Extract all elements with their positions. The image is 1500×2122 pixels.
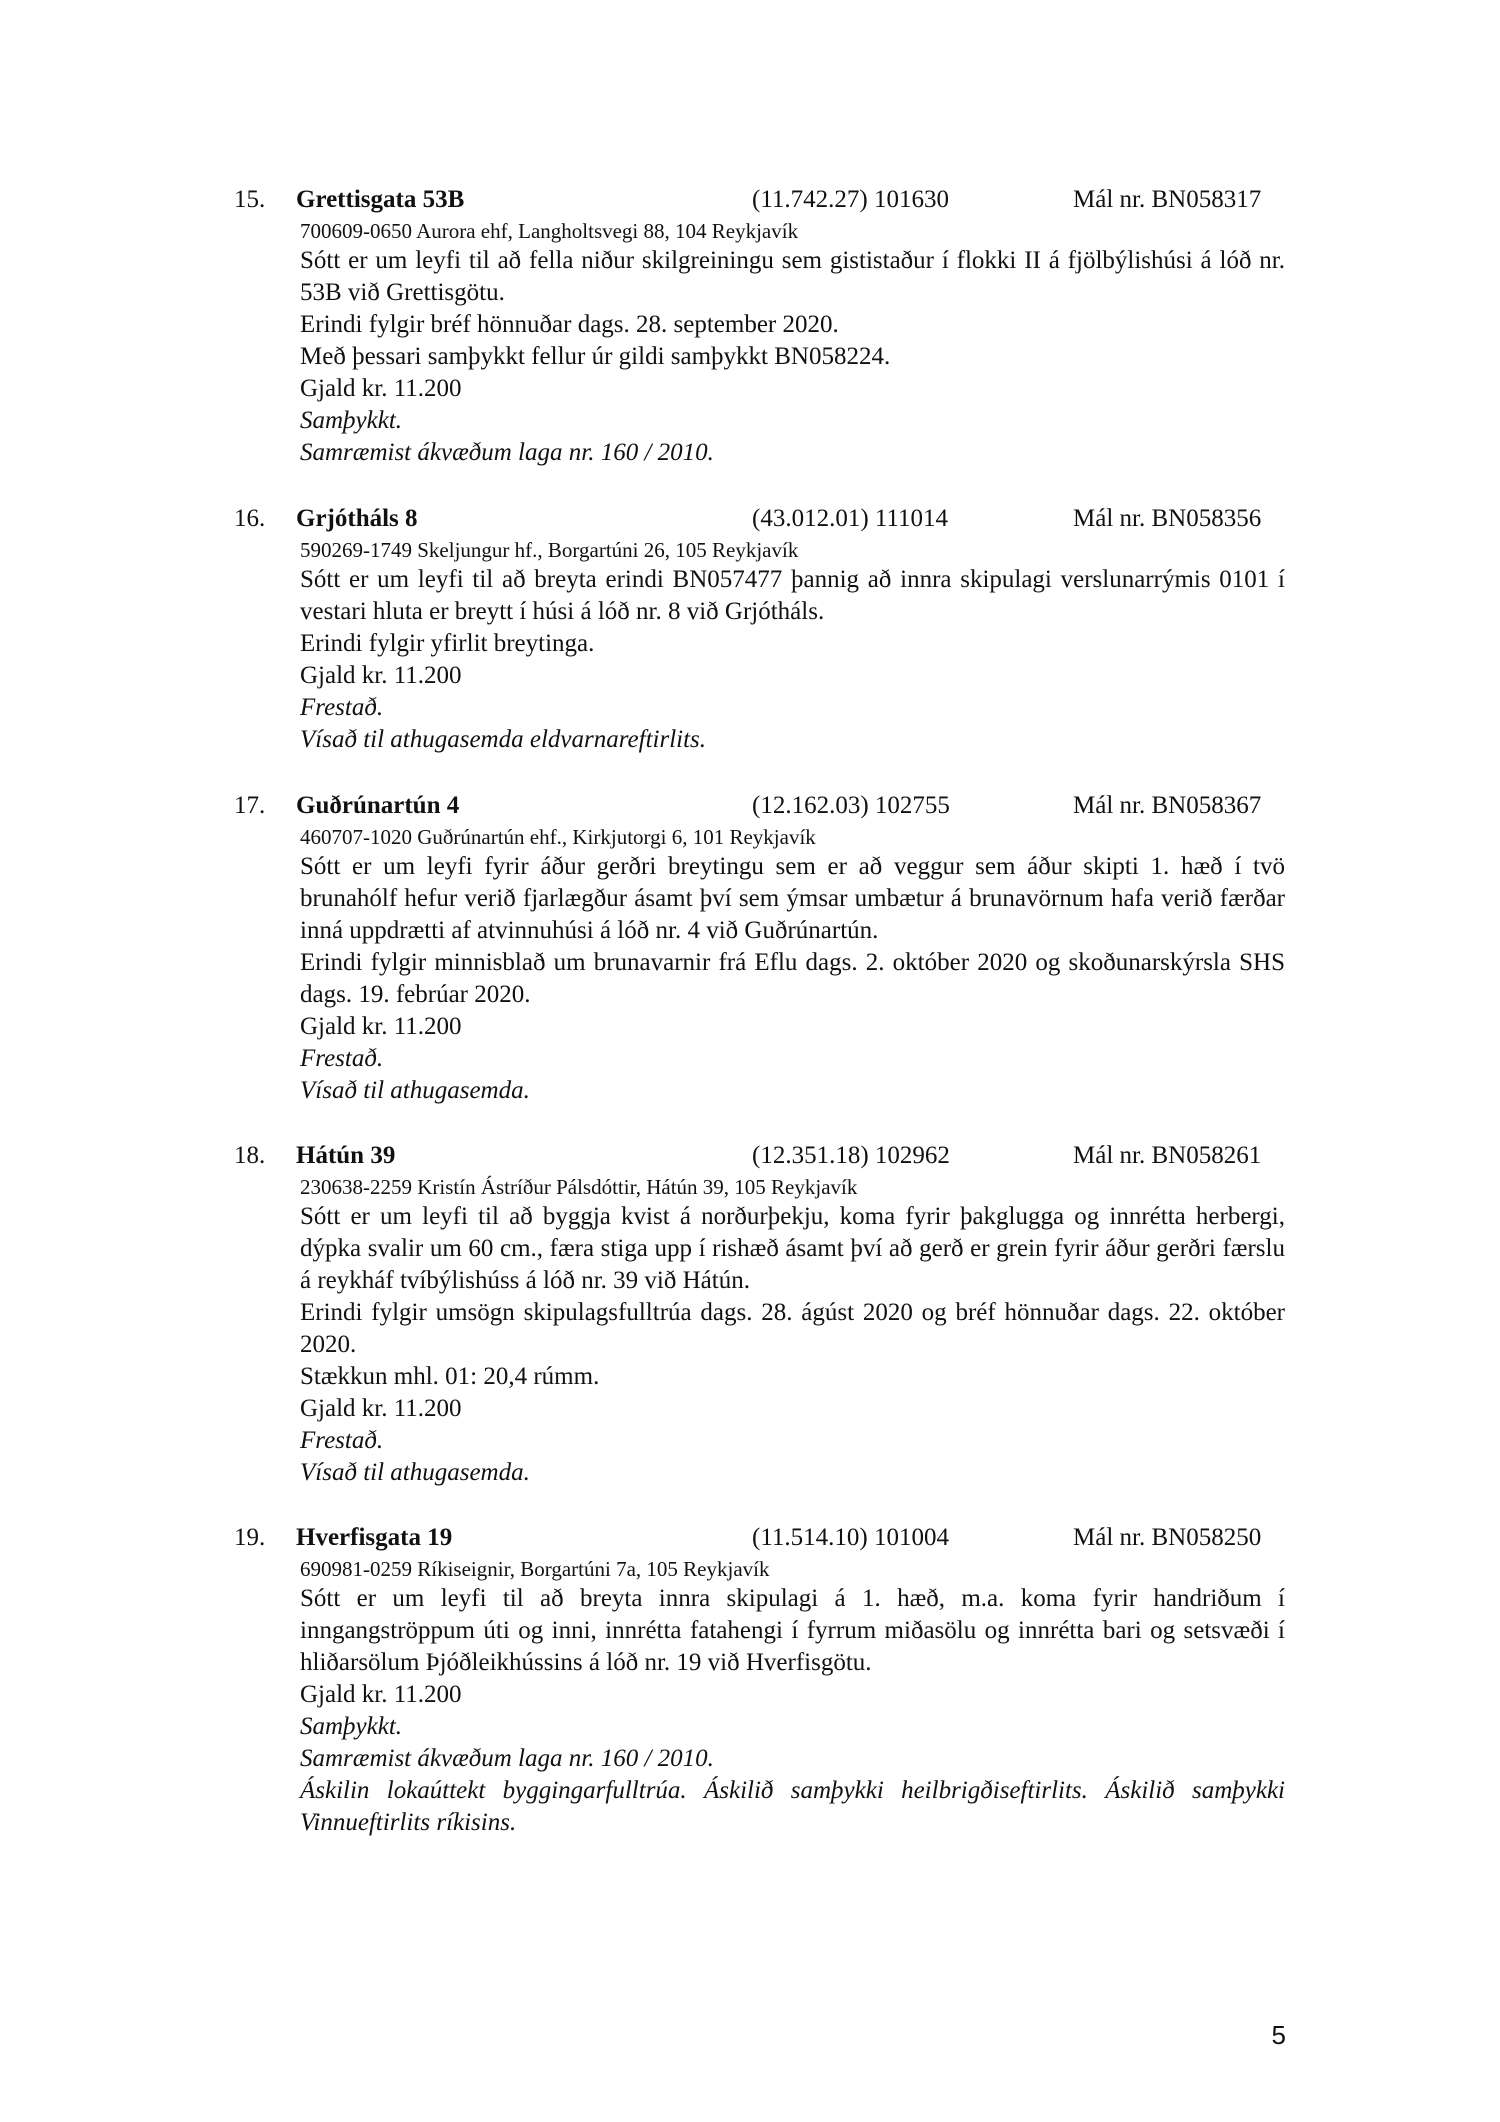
applicant: 590269-1749 Skeljungur hf., Borgartúni 26, 105 Reykjavík xyxy=(300,538,799,562)
case-paragraph: Sótt er um leyfi fyrir áður gerðri breytingu sem er að veggur sem áður skipti 1. hæð í tvö brunahólf hefur verið fjarlægður ásamt því sem ýmsar umbætur á brunavörnum hafa verið færðar inná uppdrætti af atvinnuhúsi á lóð nr. 4 við Guðrúnartún. xyxy=(300,853,1285,944)
case-paragraph: Erindi fylgir umsögn skipulagsfulltrúa dags. 28. ágúst 2020 og bréf hönnuðar dags. 22. október 2020. xyxy=(300,1299,1285,1358)
applicant: 700609-0650 Aurora ehf, Langholtsvegi 88, 104 Reykjavík xyxy=(300,219,799,243)
fee-line: Gjald kr. 11.200 xyxy=(300,1681,462,1708)
case-body xyxy=(300,564,1285,756)
decision-line: Frestað. xyxy=(300,1427,384,1454)
case-reference: Mál nr. BN058356 xyxy=(1073,505,1262,532)
decision-line: Áskilin lokaúttekt byggingarfulltrúa. Áskilið samþykki heilbrigðiseftirlits. Áskilið samþykki Vinnueftirlits ríkisins. xyxy=(300,1777,1285,1836)
case-paragraph: Sótt er um leyfi til að fella niður skilgreiningu sem gististaður í flokki II á fjölbýlishúsi á lóð nr. 53B við Grettisgötu. xyxy=(300,247,1285,306)
case-paragraph: Sótt er um leyfi til að breyta erindi BN057477 þannig að innra skipulagi verslunarrýmis 0101 í vestari hluta er breytt í húsi á lóð nr. 8 við Grjótháls. xyxy=(300,566,1285,625)
decision-line: Samþykkt. xyxy=(300,1713,403,1740)
case-reference: Mál nr. BN058261 xyxy=(1073,1142,1262,1169)
case-address: Grettisgata 53B xyxy=(296,186,465,213)
case-reference: Mál nr. BN058367 xyxy=(1073,792,1262,819)
case-paragraph: Sótt er um leyfi til að byggja kvist á norðurþekju, koma fyrir þakglugga og innrétta herbergi, dýpka svalir um 60 cm., færa stiga upp í rishæð ásamt því að gerð er grein fyrir áður gerðri færslu á reykháf tvíbýlishúss á lóð nr. 39 við Hátún. xyxy=(300,1203,1285,1294)
case-paragraph: Sótt er um leyfi til að breyta innra skipulagi á 1. hæð, m.a. koma fyrir handriðum í inngangströppum úti og inni, innrétta fatahengi í fyrrum miðasölu og innrétta bari og setsvæði í hliðarsölum Þjóðleikhússins á lóð nr. 19 við Hverfisgötu. xyxy=(300,1585,1285,1676)
land-id: (11.514.10) 101004 xyxy=(752,1524,949,1551)
case-body xyxy=(300,1583,1285,1839)
decision-line: Vísað til athugasemda eldvarnareftirlits. xyxy=(300,726,707,753)
case-entry-17 xyxy=(0,789,1500,1107)
case-number: 18. xyxy=(234,1142,266,1169)
applicant: 230638-2259 Kristín Ástríður Pálsdóttir, Hátún 39, 105 Reykjavík xyxy=(300,1175,858,1199)
case-header xyxy=(0,183,1500,217)
applicant: 690981-0259 Ríkiseignir, Borgartúni 7a, 105 Reykjavík xyxy=(300,1557,770,1581)
case-address: Grjótháls 8 xyxy=(296,505,418,532)
case-address: Guðrúnartún 4 xyxy=(296,792,460,819)
case-paragraph: Erindi fylgir bréf hönnuðar dags. 28. september 2020. xyxy=(300,311,839,338)
case-paragraph: Erindi fylgir yfirlit breytinga. xyxy=(300,630,595,657)
case-number: 19. xyxy=(234,1524,266,1551)
case-paragraph: Með þessari samþykkt fellur úr gildi samþykkt BN058224. xyxy=(300,343,891,370)
page-number: 5 xyxy=(1271,2020,1286,2050)
case-header xyxy=(0,1521,1500,1555)
case-number: 16. xyxy=(234,505,266,532)
case-number: 15. xyxy=(234,186,266,213)
case-body xyxy=(300,245,1285,469)
land-id: (12.351.18) 102962 xyxy=(752,1142,950,1169)
case-header xyxy=(0,502,1500,536)
decision-line: Vísað til athugasemda. xyxy=(300,1077,530,1104)
case-paragraph: Erindi fylgir minnisblað um brunavarnir frá Eflu dags. 2. október 2020 og skoðunarskýrsla SHS dags. 19. febrúar 2020. xyxy=(300,949,1285,1008)
decision-line: Samræmist ákvæðum laga nr. 160 / 2010. xyxy=(300,1745,714,1772)
case-address: Hverfisgata 19 xyxy=(296,1524,453,1551)
case-reference: Mál nr. BN058250 xyxy=(1073,1524,1262,1551)
fee-line: Gjald kr. 11.200 xyxy=(300,1395,462,1422)
case-reference: Mál nr. BN058317 xyxy=(1073,186,1262,213)
land-id: (12.162.03) 102755 xyxy=(752,792,950,819)
case-header xyxy=(0,1139,1500,1173)
case-entry-15 xyxy=(0,183,1500,469)
fee-line: Gjald kr. 11.200 xyxy=(300,1013,462,1040)
fee-line: Gjald kr. 11.200 xyxy=(300,375,462,402)
case-entry-16 xyxy=(0,502,1500,756)
fee-line: Gjald kr. 11.200 xyxy=(300,662,462,689)
applicant: 460707-1020 Guðrúnartún ehf., Kirkjutorgi 6, 101 Reykjavík xyxy=(300,825,816,849)
case-body xyxy=(300,851,1285,1107)
decision-line: Samræmist ákvæðum laga nr. 160 / 2010. xyxy=(300,439,714,466)
case-entry-18 xyxy=(0,1139,1500,1489)
decision-line: Samþykkt. xyxy=(300,407,403,434)
decision-line: Frestað. xyxy=(300,694,384,721)
case-body xyxy=(300,1201,1285,1489)
decision-line: Vísað til athugasemda. xyxy=(300,1459,530,1486)
case-header xyxy=(0,789,1500,823)
decision-line: Frestað. xyxy=(300,1045,384,1072)
case-paragraph: Stækkun mhl. 01: 20,4 rúmm. xyxy=(300,1363,600,1390)
land-id: (43.012.01) 111014 xyxy=(752,505,949,532)
case-entry-19 xyxy=(0,1521,1500,1839)
case-number: 17. xyxy=(234,792,266,819)
land-id: (11.742.27) 101630 xyxy=(752,186,949,213)
case-address: Hátún 39 xyxy=(296,1142,396,1169)
